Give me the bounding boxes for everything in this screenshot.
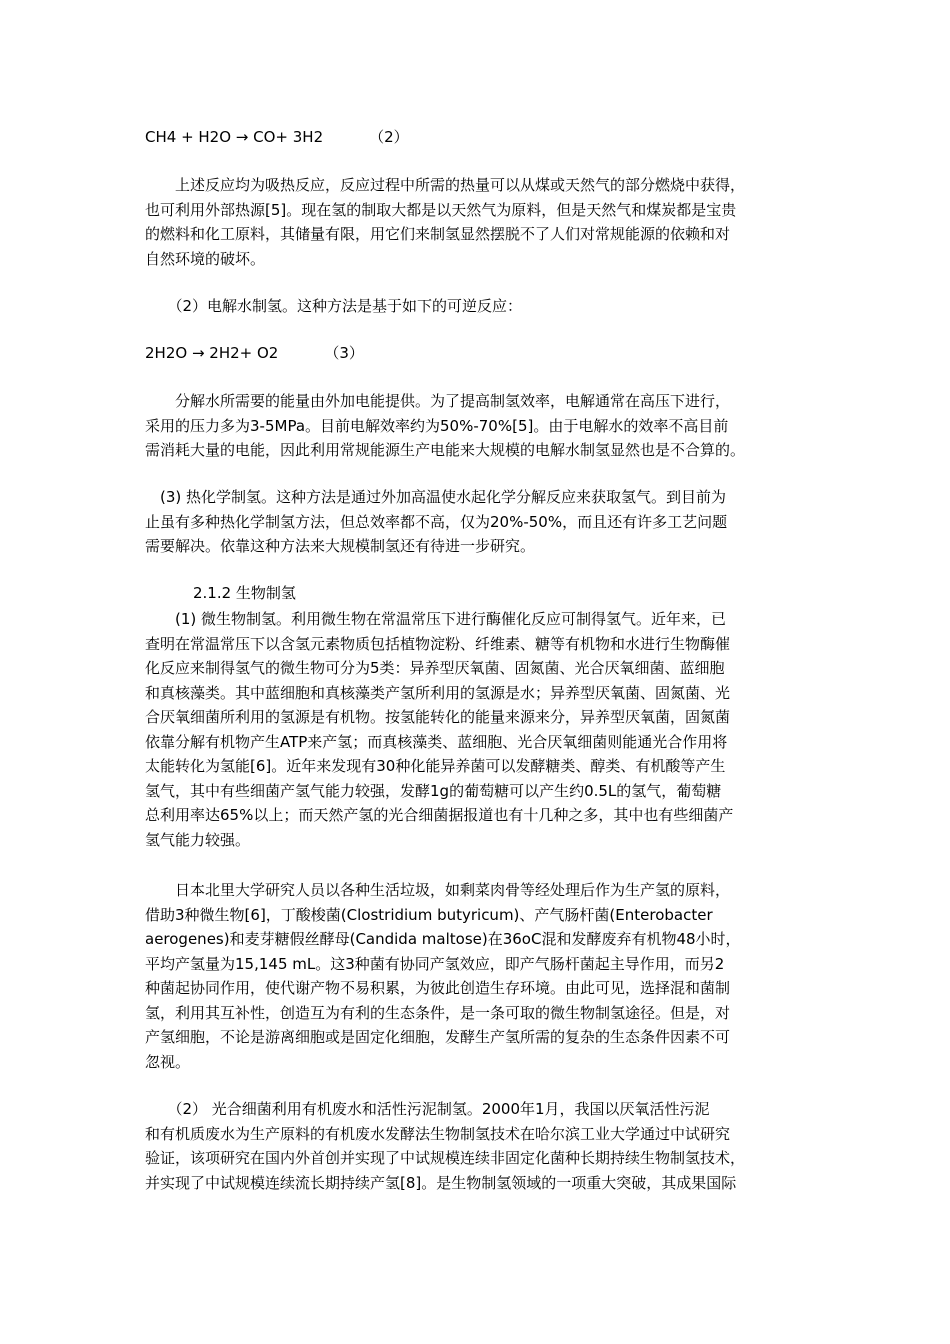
text-line: （2）电解水制氢。这种方法是基于如下的可逆反应： [145,297,523,315]
text-line: 太能转化为氢能[6]。近年来发现有30种化能异养菌可以发酵糖类、醇类、有机酸等产生 [145,757,726,775]
text-line: 种菌起协同作用，使代谢产物不易积累，为彼此创造生存环境。由此可见，选择混和菌制 [145,979,731,997]
equation-number: （2） [369,128,409,146]
text-line: 依靠分解有机物产生ATP来产氢；而真核藻类、蓝细胞、光合厌氧细菌则能通光合作用将 [145,732,728,751]
paragraph-thermochemical [145,485,810,559]
text-line: 自然环境的破坏。 [145,249,266,268]
text-line: 和真核藻类。其中蓝细胞和真核藻类产氢所利用的氢源是水；异养型厌氧菌、固氮菌、光 [145,683,731,702]
text-line: 上述反应均为吸热反应，反应过程中所需的热量可以从煤或天然气的部分燃烧中获得， [145,176,746,194]
paragraph-electrolysis-intro [145,294,810,319]
equation-formula: CH4 + H2O → CO+ 3H2 [145,128,324,146]
text-line: 氢气，其中有些细菌产氢气能力较强，发酵1g的葡萄糖可以产生约0.5L的氢气，葡萄糖 [145,781,722,800]
text-line: 产氢细胞，不论是游离细胞或是固定化细胞，发酵生产氢所需的复杂的生态条件因素不可 [145,1028,731,1046]
text-line: 采用的压力多为3-5MPa。目前电解效率约为50%-70%[5]。由于电解水的效率不高目前 [145,416,729,435]
paragraph-kitasato [145,878,810,1074]
text-line: 并实现了中试规模连续流长期持续产氢[8]。是生物制氢领域的一项重大突破，其成果国际 [145,1173,737,1192]
text-line: 和有机质废水为生产原料的有机废水发酵法生物制氢技术在哈尔滨工业大学通过中试研究 [145,1124,731,1143]
equation-formula: 2H2O → 2H2+ O2 [145,344,279,362]
text-line: 验证，该项研究在国内外首创并实现了中试规模连续非固定化菌种长期持续生物制氢技术， [145,1149,746,1167]
text-line: 总利用率达65%以上；而天然产氢的光合细菌据报道也有十几种之多，其中也有些细菌产 [145,806,734,824]
text-line: 日本北里大学研究人员以各种生活垃圾，如剩菜肉骨等经处理后作为生产氢的原料， [145,881,731,899]
paragraph-electrolysis-energy [145,389,810,463]
text-line: 需消耗大量的电能，因此利用常规能源生产电能来大规模的电解水制氢显然也是不合算的。 [145,441,746,459]
section-heading: 2.1.2 生物制氢 [193,584,296,602]
text-line: (3) 热化学制氢。这种方法是通过外加高温使水起化学分解反应来获取氢气。到目前为 [145,488,727,506]
equation-2 [145,125,409,149]
paragraph-endothermic [145,173,810,271]
text-line: 平均产氢量为15,145 mL。这3种菌有协同产氢效应，即产气肠杆菌起主导作用，而另2 [145,954,725,973]
text-line: 氢，利用其互补性，创造互为有利的生态条件，是一条可取的微生物制氢途径。但是，对 [145,1003,731,1022]
text-line: 止虽有多种热化学制氢方法，但总效率都不高，仅为20%-50%，而且还有许多工艺问题 [145,512,728,531]
text-line: 借助3种微生物[6]，丁酸梭菌(Clostridium butyricum)、产气肠杆菌(Enterobacter [145,905,713,924]
text-line: 需要解决。依靠这种方法来大规模制氢还有待进一步研究。 [145,537,536,555]
text-line: aerogenes)和麦芽糖假丝酵母(Candida maltose)在36oC混和发酵废弃有机物48小时， [145,930,741,948]
text-line: （2） 光合细菌利用有机废水和活性污泥制氢。2000年1月，我国以厌氧活性污泥 [145,1100,710,1118]
text-line: 氢气能力较强。 [145,830,251,849]
text-line: (1) 微生物制氢。利用微生物在常温常压下进行酶催化反应可制得氢气。近年来，已 [145,610,727,628]
text-line: 合厌氧细菌所利用的氢源是有机物。按氢能转化的能量来源来分，异养型厌氧菌，固氮菌 [145,708,731,726]
text-line: 分解水所需要的能量由外加电能提供。为了提高制氢效率，电解通常在高压下进行， [145,392,731,410]
text-line: 化反应来制得氢气的微生物可分为5类：异养型厌氧菌、固氮菌、光合厌氧细菌、蓝细胞 [145,659,725,677]
paragraph-microbial [145,607,810,852]
text-line: 忽视。 [145,1052,191,1071]
equation-number: （3） [324,344,364,362]
text-line: 也可利用外部热源[5]。现在氢的制取大都是以天然气为原料，但是天然气和煤炭都是宝贵 [145,200,737,219]
text-line: 的燃料和化工原料，其储量有限，用它们来制氢显然摆脱不了人们对常规能源的依赖和对 [145,225,731,243]
paragraph-photosynthetic [145,1097,810,1195]
text-line: 查明在常温常压下以含氢元素物质包括植物淀粉、纤维素、糖等有机物和水进行生物酶催 [145,634,731,653]
equation-3 [145,341,364,365]
